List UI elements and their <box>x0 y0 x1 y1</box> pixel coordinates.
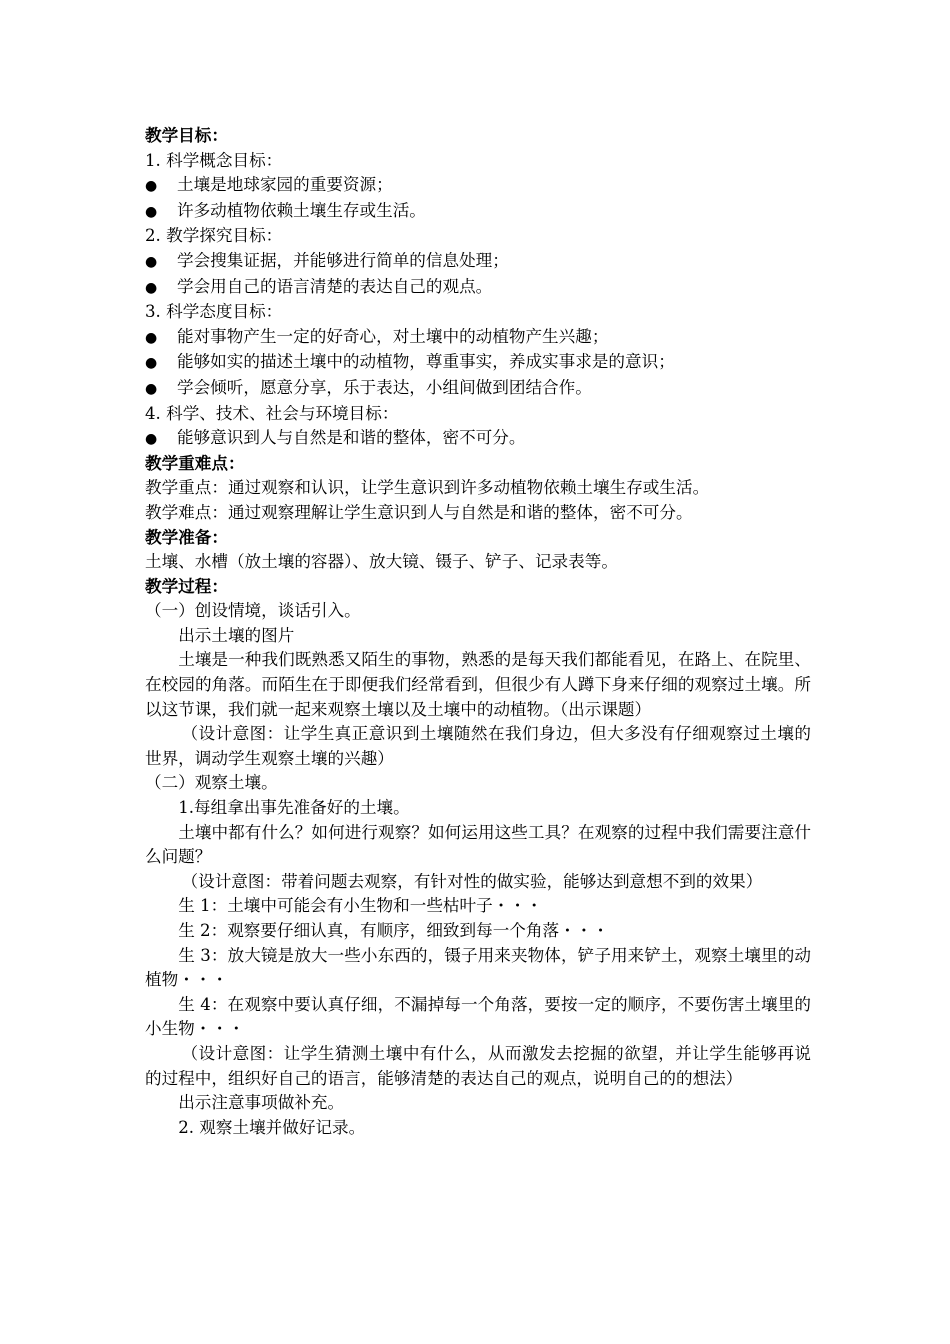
bullet-icon <box>145 199 177 225</box>
paragraph: 生 3：放大镜是放大一些小东西的，镊子用来夹物体，铲子用来铲土，观察土壤里的动植物・・・ <box>145 945 811 990</box>
key-point: 教学重点：通过观察和认识，让学生意识到许多动植物依赖土壤生存或生活。 <box>145 478 710 498</box>
paragraph: 生 2：观察要仔细认真，有顺序，细致到每一个角落・・・ <box>178 921 609 940</box>
paragraph: （设计意图：让学生猜测土壤中有什么，从而激发去挖掘的欲望，并让学生能够再说的过程中，组织好自己的语言，能够清楚的表达自己的观点，说明自己的的想法） <box>145 1043 811 1088</box>
list-item: ● 能够如实的描述土壤中的动植物，尊重事实，养成实事求是的意识； <box>145 350 811 376</box>
goal-1-title: 1. 科学概念目标： <box>145 150 283 170</box>
list-item: ● 土壤是地球家园的重要资源； <box>145 173 811 199</box>
section-1-title: （一）创设情境，谈话引入。 <box>145 601 361 621</box>
paragraph: 1.每组拿出事先准备好的土壤。 <box>178 798 410 818</box>
heading-goals: 教学目标： <box>145 126 228 145</box>
paragraph: 出示注意事项做补充。 <box>178 1093 345 1113</box>
difficult-point: 教学难点：通过观察理解让学生意识到人与自然是和谐的整体，密不可分。 <box>145 502 693 522</box>
goal-2-title: 2. 教学探究目标： <box>145 226 283 246</box>
list-item: ● 能对事物产生一定的好奇心，对土壤中的动植物产生兴趣； <box>145 325 811 351</box>
bullet-icon <box>145 376 177 402</box>
list-item: ● 许多动植物依赖土壤生存或生活。 <box>145 199 811 225</box>
list-item: ● 学会搜集证据，并能够进行简单的信息处理； <box>145 249 811 275</box>
heading-process: 教学过程： <box>145 576 228 596</box>
heading-key-points: 教学重难点： <box>145 453 245 473</box>
bullet-icon <box>145 325 177 351</box>
bullet-icon <box>145 249 177 275</box>
paragraph: 出示土壤的图片 <box>178 625 295 645</box>
document-page <box>145 124 811 1140</box>
heading-preparation: 教学准备： <box>145 527 228 547</box>
list-item: ● 学会倾听，愿意分享，乐于表达，小组间做到团结合作。 <box>145 376 811 402</box>
bullet-icon <box>145 275 177 301</box>
preparation-text: 土壤、水槽（放土壤的容器）、放大镜、镊子、铲子、记录表等。 <box>145 552 618 572</box>
paragraph: 生 1：土壤中可能会有小生物和一些枯叶子・・・ <box>178 896 543 916</box>
list-item: ● 能够意识到人与自然是和谐的整体，密不可分。 <box>145 426 811 452</box>
bullet-icon <box>145 426 177 452</box>
list-item: ● 学会用自己的语言清楚的表达自己的观点。 <box>145 275 811 301</box>
bullet-icon <box>145 350 177 376</box>
paragraph: （设计意图：让学生真正意识到土壤随然在我们身边，但大多没有仔细观察过土壤的世界，调动学生观察土壤的兴趣） <box>145 724 811 768</box>
goal-3-title: 3. 科学态度目标： <box>145 302 283 322</box>
paragraph: （设计意图：带着问题去观察，有针对性的做实验，能够达到意想不到的效果） <box>181 871 763 891</box>
paragraph: 生 4：在观察中要认真仔细，不漏掉每一个角落，要按一定的顺序，不要伤害土壤里的小生物・・・ <box>145 994 811 1039</box>
paragraph: 土壤中都有什么？如何进行观察？如何运用这些工具？在观察的过程中我们需要注意什么问题？ <box>145 822 811 867</box>
paragraph: 土壤是一种我们既熟悉又陌生的事物，熟悉的是每天我们都能看见，在路上、在院里、在校园的角落。而陌生在于即便我们经常看到，但很少有人蹲下身来仔细的观察过土壤。所以这节课，我们就一起来观察土壤以及土壤中的动植物。（出示课题） <box>145 650 811 719</box>
paragraph: 2. 观察土壤并做好记录。 <box>178 1117 366 1137</box>
goal-4-title: 4. 科学、技术、社会与环境目标： <box>145 403 399 423</box>
bullet-icon <box>145 173 177 199</box>
section-2-title: （二）观察土壤。 <box>145 773 278 793</box>
